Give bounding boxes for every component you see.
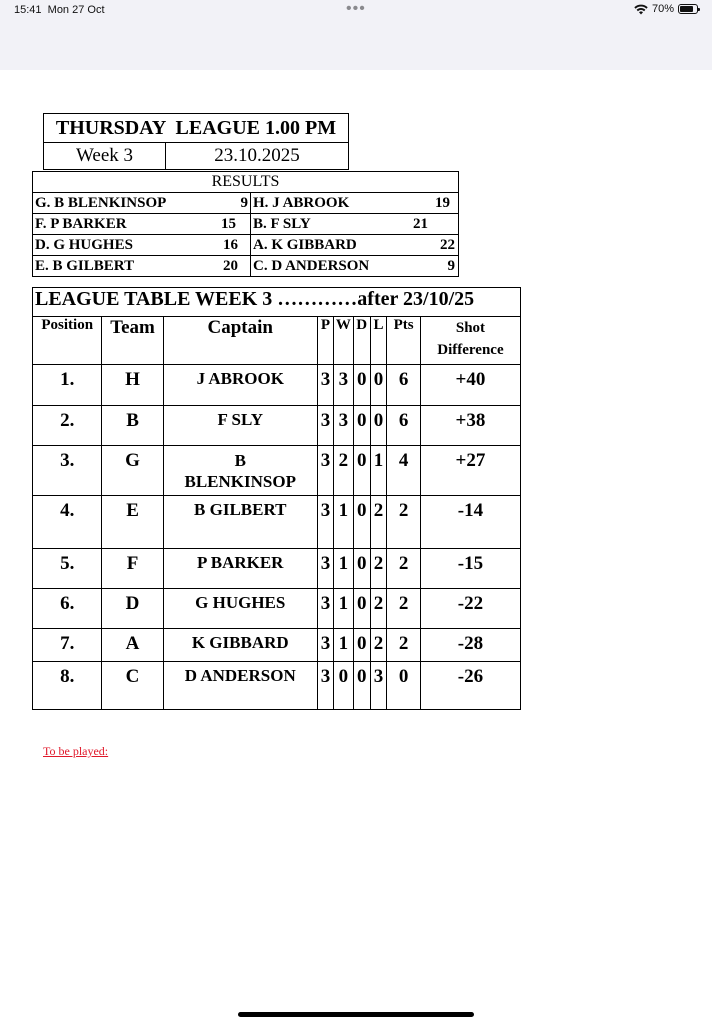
row-captain: G HUGHES [163, 589, 317, 629]
row-pts: 6 [387, 406, 421, 446]
row-l: 2 [370, 496, 386, 549]
table-row [33, 406, 521, 446]
col-d: D [353, 317, 370, 365]
result-row [33, 235, 459, 256]
league-title: THURSDAY LEAGUE 1.00 PM [44, 114, 349, 143]
row-p: 3 [317, 406, 333, 446]
result-left-score: 9 [240, 195, 248, 211]
result-left-name: E. B GILBERT [35, 258, 135, 274]
league-header-row [33, 317, 521, 365]
row-d: 0 [353, 406, 370, 446]
result-right-name: H. J ABROOK [253, 195, 350, 211]
wifi-icon [634, 4, 648, 15]
col-shot-line1: Shot [455, 320, 486, 336]
col-captain: Captain [163, 317, 317, 365]
row-d: 0 [353, 549, 370, 589]
status-time: 15:41 [14, 4, 42, 16]
row-captain: K GIBBARD [163, 629, 317, 662]
row-d: 0 [353, 365, 370, 406]
table-row [33, 549, 521, 589]
row-p: 3 [317, 365, 333, 406]
row-l: 0 [370, 365, 386, 406]
status-time-date [14, 4, 105, 16]
league-table-title: LEAGUE TABLE WEEK 3 …………after 23/10/25 [33, 288, 521, 317]
row-l: 2 [370, 549, 386, 589]
row-d: 0 [353, 446, 370, 496]
row-shot: -14 [420, 496, 520, 549]
league-table [32, 287, 521, 710]
week-date: 23.10.2025 [166, 143, 349, 170]
result-left-name: D. G HUGHES [35, 237, 133, 253]
row-w: 3 [334, 406, 353, 446]
result-row [33, 256, 459, 277]
row-pts: 6 [387, 365, 421, 406]
row-captain: J ABROOK [163, 365, 317, 406]
col-team: Team [102, 317, 163, 365]
col-w: W [334, 317, 353, 365]
row-captain: B GILBERT [163, 496, 317, 549]
result-left-score: 15 [221, 216, 236, 232]
row-w: 3 [334, 365, 353, 406]
row-captain: B BLENKINSOP [163, 446, 317, 496]
league-header [43, 113, 349, 170]
result-left-score: 16 [223, 237, 238, 253]
row-w: 2 [334, 446, 353, 496]
row-team: G [102, 446, 163, 496]
result-right-score: 21 [413, 216, 428, 232]
col-position: Position [33, 317, 102, 365]
battery-icon [678, 4, 698, 14]
result-left-score: 20 [223, 258, 238, 274]
row-captain: F SLY [163, 406, 317, 446]
table-row [33, 365, 521, 406]
row-w: 1 [334, 549, 353, 589]
row-position: 5. [33, 549, 102, 589]
result-row [33, 214, 459, 235]
row-l: 3 [370, 662, 386, 710]
row-pts: 0 [387, 662, 421, 710]
row-position: 7. [33, 629, 102, 662]
row-l: 2 [370, 629, 386, 662]
row-position: 8. [33, 662, 102, 710]
row-p: 3 [317, 549, 333, 589]
row-w: 0 [334, 662, 353, 710]
row-team: H [102, 365, 163, 406]
row-l: 0 [370, 406, 386, 446]
row-d: 0 [353, 662, 370, 710]
row-shot: -22 [420, 589, 520, 629]
row-team: E [102, 496, 163, 549]
col-shot-line2: Difference [437, 342, 504, 358]
result-left-name: F. P BARKER [35, 216, 127, 232]
row-pts: 2 [387, 589, 421, 629]
row-d: 0 [353, 589, 370, 629]
result-right-score: 9 [447, 258, 455, 274]
status-right [634, 3, 698, 15]
row-shot: +40 [420, 365, 520, 406]
table-row [33, 589, 521, 629]
row-shot: -28 [420, 629, 520, 662]
results-heading: RESULTS [33, 172, 459, 193]
row-shot: +27 [420, 446, 520, 496]
row-shot: +38 [420, 406, 520, 446]
row-team: A [102, 629, 163, 662]
result-row [33, 193, 459, 214]
row-pts: 4 [387, 446, 421, 496]
table-row [33, 446, 521, 496]
home-indicator[interactable] [238, 1012, 474, 1017]
col-l: L [370, 317, 386, 365]
table-row [33, 662, 521, 710]
result-right-name: C. D ANDERSON [253, 258, 370, 274]
row-p: 3 [317, 446, 333, 496]
multitasking-dots[interactable]: ••• [346, 0, 366, 17]
table-row [33, 629, 521, 662]
col-pts: Pts [387, 317, 421, 365]
status-bar [0, 0, 712, 70]
status-date: Mon 27 Oct [47, 4, 105, 16]
row-captain: D ANDERSON [163, 662, 317, 710]
row-pts: 2 [387, 549, 421, 589]
result-right-score: 19 [435, 195, 450, 211]
row-captain: P BARKER [163, 549, 317, 589]
result-right-score: 22 [440, 237, 455, 253]
week-label: Week 3 [44, 143, 166, 170]
row-p: 3 [317, 629, 333, 662]
row-team: F [102, 549, 163, 589]
row-position: 1. [33, 365, 102, 406]
row-w: 1 [334, 589, 353, 629]
row-position: 2. [33, 406, 102, 446]
row-pts: 2 [387, 629, 421, 662]
row-team: B [102, 406, 163, 446]
row-l: 2 [370, 589, 386, 629]
to-be-played-link[interactable]: To be played: [43, 744, 109, 758]
row-p: 3 [317, 662, 333, 710]
col-shot-difference [420, 317, 520, 365]
row-position: 6. [33, 589, 102, 629]
row-d: 0 [353, 629, 370, 662]
row-p: 3 [317, 496, 333, 549]
row-shot: -26 [420, 662, 520, 710]
row-team: C [102, 662, 163, 710]
row-d: 0 [353, 496, 370, 549]
result-right-name: B. F SLY [253, 216, 311, 232]
row-position: 3. [33, 446, 102, 496]
row-w: 1 [334, 629, 353, 662]
row-shot: -15 [420, 549, 520, 589]
col-p: P [317, 317, 333, 365]
row-p: 3 [317, 589, 333, 629]
row-team: D [102, 589, 163, 629]
row-pts: 2 [387, 496, 421, 549]
row-w: 1 [334, 496, 353, 549]
result-left-name: G. B BLENKINSOP [35, 195, 167, 211]
battery-percent: 70% [651, 3, 674, 15]
row-l: 1 [370, 446, 386, 496]
table-row [33, 496, 521, 549]
result-right-name: A. K GIBBARD [253, 237, 357, 253]
results-table [32, 171, 459, 277]
row-position: 4. [33, 496, 102, 549]
